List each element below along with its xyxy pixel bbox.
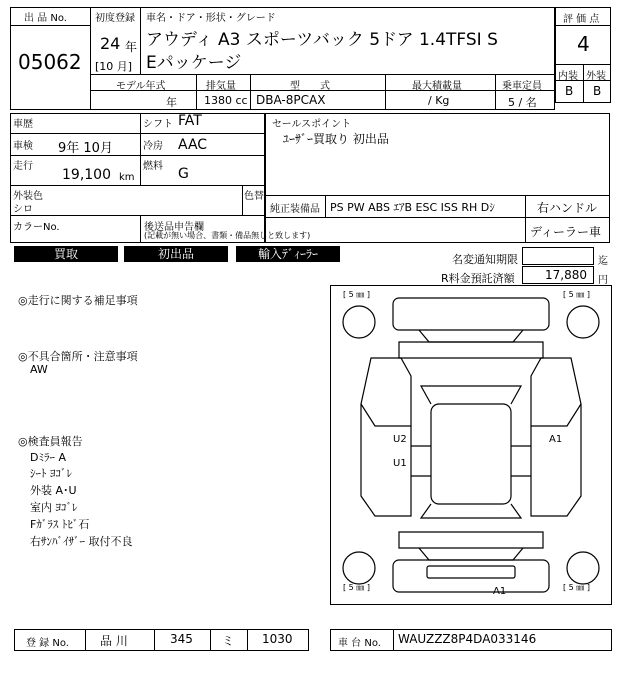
- tire-depth-front-right: [ 5 ㎜ ]: [563, 290, 590, 299]
- max-load-label: 最大積載量: [412, 81, 462, 92]
- reg-no-label: 登 録 No.: [26, 638, 69, 649]
- color-change-label: 色替: [244, 191, 264, 202]
- driving-notes-title: ◎走行に関する補足事項: [18, 294, 138, 307]
- recycle-value: 17,880: [545, 268, 587, 282]
- sales-point: ﾕｰｻﾞｰ買取り 初出品: [283, 132, 389, 146]
- recycle-label: R料金預託済額: [441, 272, 515, 285]
- interior-grade: B: [565, 84, 574, 98]
- badge-purchase: 買取: [14, 246, 118, 262]
- displacement-label: 排気量: [206, 81, 236, 92]
- inspector-line-2: ｼｰﾄ ﾖｺﾞﾚ: [30, 467, 72, 480]
- tire-depth-rear-left: [ 5 ㎜ ]: [343, 583, 370, 592]
- car-name-line2: Eパッケージ: [146, 53, 242, 73]
- score-label: 評 価 点: [563, 14, 600, 25]
- name-change-box: [522, 247, 594, 265]
- recycle-unit: 円: [598, 275, 608, 286]
- inspection: 9年 10月: [58, 141, 113, 156]
- car-name-line1: アウディ A3 スポーツバック 5ドア 1.4TFSI S: [146, 30, 498, 50]
- defects: AW: [30, 363, 48, 376]
- color-no-label: カラーNo.: [13, 222, 60, 233]
- equipment: PS PW ABS ｴｱB ESC ISS RH Dｼ: [330, 201, 495, 214]
- interior-label: 内装: [558, 71, 578, 82]
- displacement: 1380 cc: [204, 94, 248, 107]
- vin-label: 車 台 No.: [338, 638, 381, 649]
- car-name-label: 車名・ドア・形状・グレード: [146, 13, 276, 24]
- score: 4: [577, 32, 590, 56]
- damage-mark-u1: U1: [393, 458, 407, 469]
- damage-mark-a1-rear: A1: [493, 586, 507, 597]
- tire-depth-rear-right: [ 5 ㎜ ]: [563, 583, 590, 592]
- ext-color: シロ: [13, 204, 33, 215]
- shift: FAT: [178, 113, 202, 129]
- sales-point-label: セールスポイント: [272, 119, 352, 130]
- name-change-unit: 迄: [598, 256, 608, 267]
- badge-first-listing: 初出品: [124, 246, 228, 262]
- vin: WAUZZZ8P4DA033146: [398, 632, 537, 646]
- ext-color-label: 外装色: [13, 191, 43, 202]
- mileage-label: 走行: [13, 161, 33, 172]
- first-reg-label: 初度登録: [95, 13, 135, 24]
- inspector-line-5: Fｶﾞﾗｽ ﾄﾋﾞ石: [30, 518, 90, 531]
- car-outline: [331, 286, 611, 604]
- reg-area: 品 川: [100, 634, 128, 648]
- equipment-label: 純正装備品: [270, 204, 320, 215]
- lot-no-label: 出 品 No.: [24, 13, 67, 24]
- first-reg-year: 24: [100, 34, 121, 53]
- badge-import-dealer: 輸入ﾃﾞｨｰﾗｰ: [236, 246, 340, 262]
- inspector-line-1: Dﾐﾗｰ A: [30, 451, 66, 464]
- damage-mark-a1-right: A1: [549, 434, 563, 445]
- first-reg-year-unit: 年: [125, 40, 138, 54]
- model-type: DBA-8PCAX: [256, 93, 326, 107]
- ac-label: 冷房: [143, 141, 163, 152]
- name-change-label: 名変通知期限: [452, 253, 518, 266]
- inspector-title: ◎検査員報告: [18, 435, 83, 448]
- exterior-grade: B: [593, 84, 602, 98]
- fuel: G: [178, 166, 189, 182]
- shift-label: シフト: [143, 119, 173, 130]
- defects-title: ◎不具合箇所・注意事項: [18, 350, 138, 363]
- mileage-unit: km: [119, 172, 135, 183]
- docs-label: 後送品申告欄: [144, 222, 204, 233]
- model-type-label: 型 式: [290, 81, 330, 92]
- max-load: / Kg: [428, 94, 450, 107]
- inspection-label: 車検: [13, 141, 33, 152]
- model-year-label: モデル年式: [116, 81, 166, 92]
- lot-no: 05062: [18, 50, 82, 74]
- dealer: ディーラー車: [530, 225, 602, 239]
- damage-mark-u2: U2: [393, 434, 407, 445]
- car-diagram: [330, 285, 612, 605]
- exterior-label: 外装: [586, 71, 606, 82]
- capacity-label: 乗車定員: [502, 81, 542, 92]
- inspector-line-4: 室内 ﾖｺﾞﾚ: [30, 501, 78, 514]
- reg-number: 1030: [262, 632, 293, 646]
- model-year-unit: 年: [166, 96, 177, 109]
- mileage: 19,100: [62, 167, 111, 183]
- inspector-line-6: 右ｻﾝﾊﾞｲｻﾞｰ 取付不良: [30, 535, 133, 548]
- history-label: 車歴: [13, 119, 33, 130]
- fuel-label: 燃料: [143, 161, 163, 172]
- docs-note: (記載が無い場合、書類・備品無しと致します): [144, 231, 311, 240]
- reg-kana: ミ: [222, 634, 235, 648]
- handle: 右ハンドル: [537, 201, 598, 215]
- tire-depth-front-left: [ 5 ㎜ ]: [343, 290, 370, 299]
- inspector-line-3: 外装 A･U: [30, 484, 77, 497]
- capacity: 5 / 名: [508, 96, 537, 109]
- first-reg-month: [10 月]: [95, 60, 133, 73]
- ac: AAC: [178, 137, 208, 153]
- reg-class: 345: [170, 632, 193, 646]
